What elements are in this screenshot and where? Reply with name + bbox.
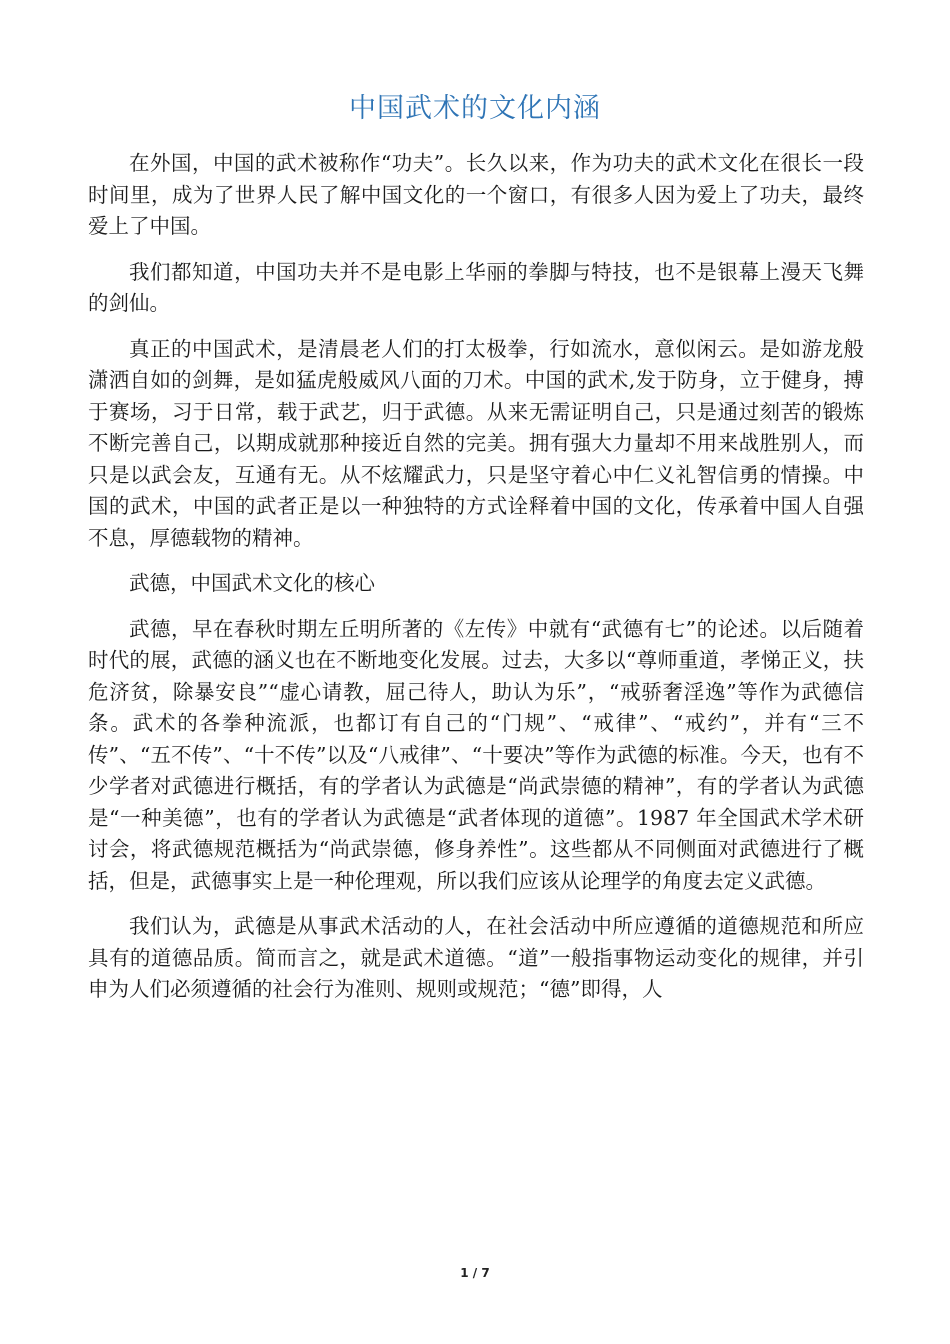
paragraph-intro: 在外国，中国的武术被称作“功夫”。长久以来，作为功夫的武术文化在很长一段时间里，成为了世界人民了解中国文化的一个窗口，有很多人因为爱上了功夫，最终爱上了中国。	[88, 151, 864, 238]
document-title: 中国武术的文化内涵	[349, 93, 601, 124]
paragraph-true-wushu: 真正的中国武术，是清晨老人们的打太极拳，行如流水，意似闲云。是如游龙般潇洒自如的剑舞，是如猛虎般威风八面的刀术。中国的武术,发于防身，立于健身，搏于赛场，习于日常，载于武艺，归于武德。从来无需证明自己，只是通过刻苦的锻炼不断完善自己，以期成就那种接近自然的完美。拥有强大力量却不用来战胜别人，而只是以武会友，互通有无。从不炫耀武力，只是坚守着心中仁义礼智信勇的情操。中国的武术，中国的武者正是以一种独特的方式诠释着中国的文化，传承着中国人自强不息，厚德载物的精神。	[88, 336, 864, 550]
paragraph-wude-definition: 我们认为，武德是从事武术活动的人，在社会活动中所应遵循的道德规范和所应具有的道德品质。简而言之，就是武术道德。“道”一般指事物运动变化的规律，并引申为人们必须遵循的社会行为准则、规则或规范；“德”即得，人	[88, 914, 864, 1001]
page-number: 1 / 7	[460, 1266, 490, 1280]
paragraph-wude-history: 武德，早在春秋时期左丘明所著的《左传》中就有“武德有七”的论述。以后随着时代的展，武德的涵义也在不断地变化发展。过去，大多以“尊师重道，孝悌正义，扶危济贫，除暴安良”“虚心请教，屈己待人，助认为乐”，“戒骄奢淫逸”等作为武德信条。武术的各拳种流派，也都订有自己的“门规”、“戒律”、“戒约”，并有“三不传”、“五不传”、“十不传”以及“八戒律”、“十要决”等作为武德的标准。今天，也有不少学者对武德进行概括，有的学者认为武德是“尚武崇德的精神”，有的学者认为武德是“一种美德”，也有的学者认为武德是“武者体现的道德”。1987 年全国武术学术研讨会，将武德规范概括为“尚武崇德，修身养性”。这些都从不同侧面对武德进行了概括，但是，武德事实上是一种伦理观，所以我们应该从论理学的角度去定义武德。	[88, 616, 864, 893]
document-body	[88, 148, 864, 1020]
section-heading-wude: 武德，中国武术文化的核心	[129, 571, 375, 595]
paragraph-kungfu-not-film: 我们都知道，中国功夫并不是电影上华丽的拳脚与特技，也不是银幕上漫天飞舞的剑仙。	[88, 259, 864, 315]
